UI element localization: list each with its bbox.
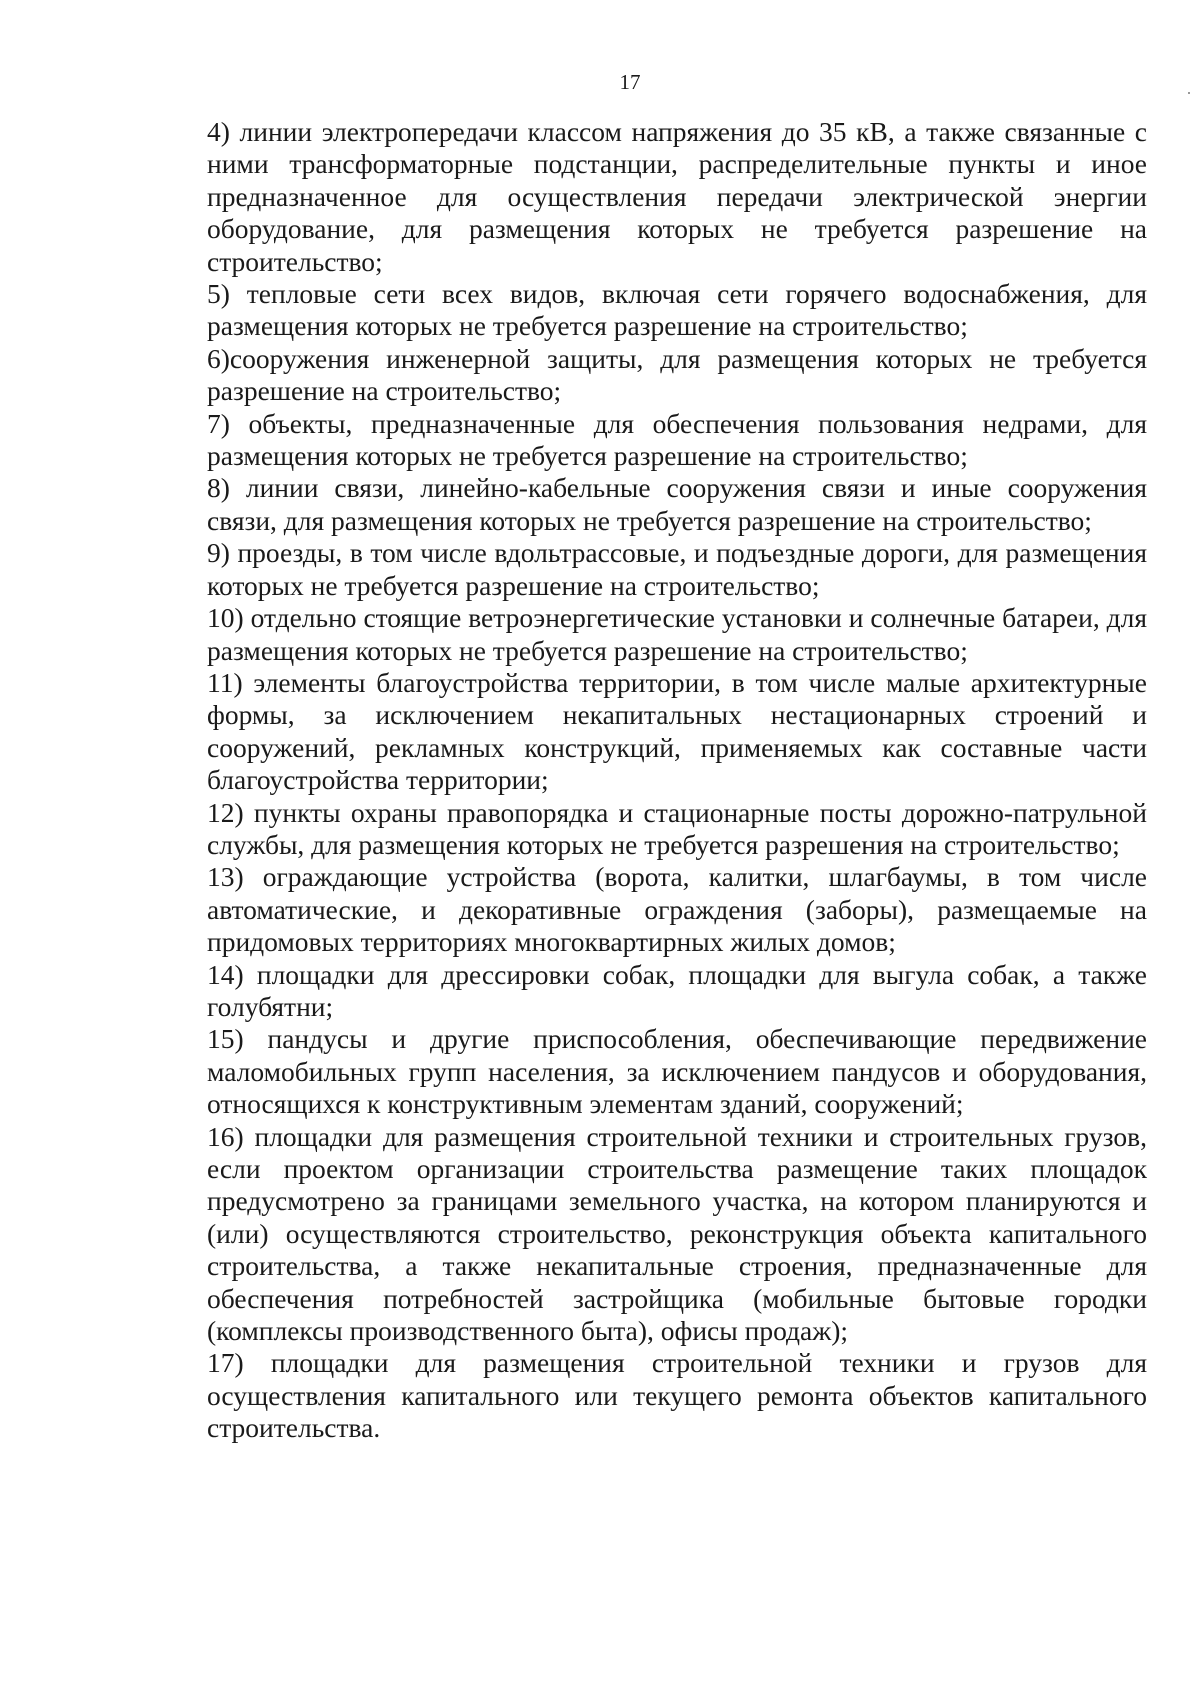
document-body bbox=[207, 116, 1147, 1445]
list-item: 15) пандусы и другие приспособления, обеспечивающие передвижение маломобильных групп населения, за исключением пандусов и оборудования, относящихся к конструктивным элементам зданий, сооружений; bbox=[207, 1023, 1147, 1120]
list-item: 7) объекты, предназначенные для обеспечения пользования недрами, для размещения которых не требуется разрешение на строительство; bbox=[207, 407, 1147, 472]
list-item: 12) пункты охраны правопорядка и стационарные посты дорожно-патрульной службы, для размещения которых не требуется разрешения на строительство; bbox=[207, 796, 1147, 860]
list-item: 11) элементы благоустройства территории, в том числе малые архитектурные формы, за исключением некапитальных нестационарных строений и сооружений, рекламных конструкций, применяемых как составные части благоустройства территории; bbox=[207, 666, 1147, 796]
list-item: 10) отдельно стоящие ветроэнергетические установки и солнечные батареи, для размещения которых не требуется разрешение на строительство; bbox=[207, 602, 1147, 666]
list-item: 13) ограждающие устройства (ворота, калитки, шлагбаумы, в том числе автоматические, и декоративные ограждения (заборы), размещаемые на придомовых территориях многоквартирных жилых домов; bbox=[207, 861, 1147, 958]
page-number: 17 bbox=[619, 70, 641, 94]
list-item: 14) площадки для дрессировки собак, площадки для выгула собак, а также голубятни; bbox=[207, 958, 1147, 1022]
list-item: 4) линии электропередачи классом напряжения до 35 кВ, а также связанные с ними трансформаторные подстанции, распределительные пункты и иное предназначенное для осуществления передачи электрической энергии оборудование, для размещения которых не требуется разрешение на строительство; bbox=[207, 116, 1147, 277]
list-item: 9) проезды, в том числе вдольтрассовые, и подъездные дороги, для размещения которых не требуется разрешение на строительство; bbox=[207, 537, 1147, 601]
scan-artifact bbox=[1188, 92, 1190, 94]
list-item: 6)сооружения инженерной защиты, для размещения которых не требуется разрешение на строительство; bbox=[207, 342, 1147, 407]
list-item: 8) линии связи, линейно-кабельные сооружения связи и иные сооружения связи, для размещения которых не требуется разрешение на строительство; bbox=[207, 472, 1147, 536]
list-item: 5) тепловые сети всех видов, включая сети горячего водоснабжения, для размещения которых не требуется разрешение на строительство; bbox=[207, 278, 1147, 342]
list-item: 17) площадки для размещения строительной техники и грузов для осуществления капитального или текущего ремонта объектов капитального строительства. bbox=[207, 1347, 1147, 1444]
list-item: 16) площадки для размещения строительной техники и строительных грузов, если проектом организации строительства размещение таких площадок предусмотрено за границами земельного участка, на котором планируются и (или) осуществляются строительство, реконструкция объекта капитального строительства, а также некапитальные строения, предназначенные для обеспечения потребностей застройщика (мобильные бытовые городки (комплексы производственного быта), офисы продаж); bbox=[207, 1120, 1147, 1347]
